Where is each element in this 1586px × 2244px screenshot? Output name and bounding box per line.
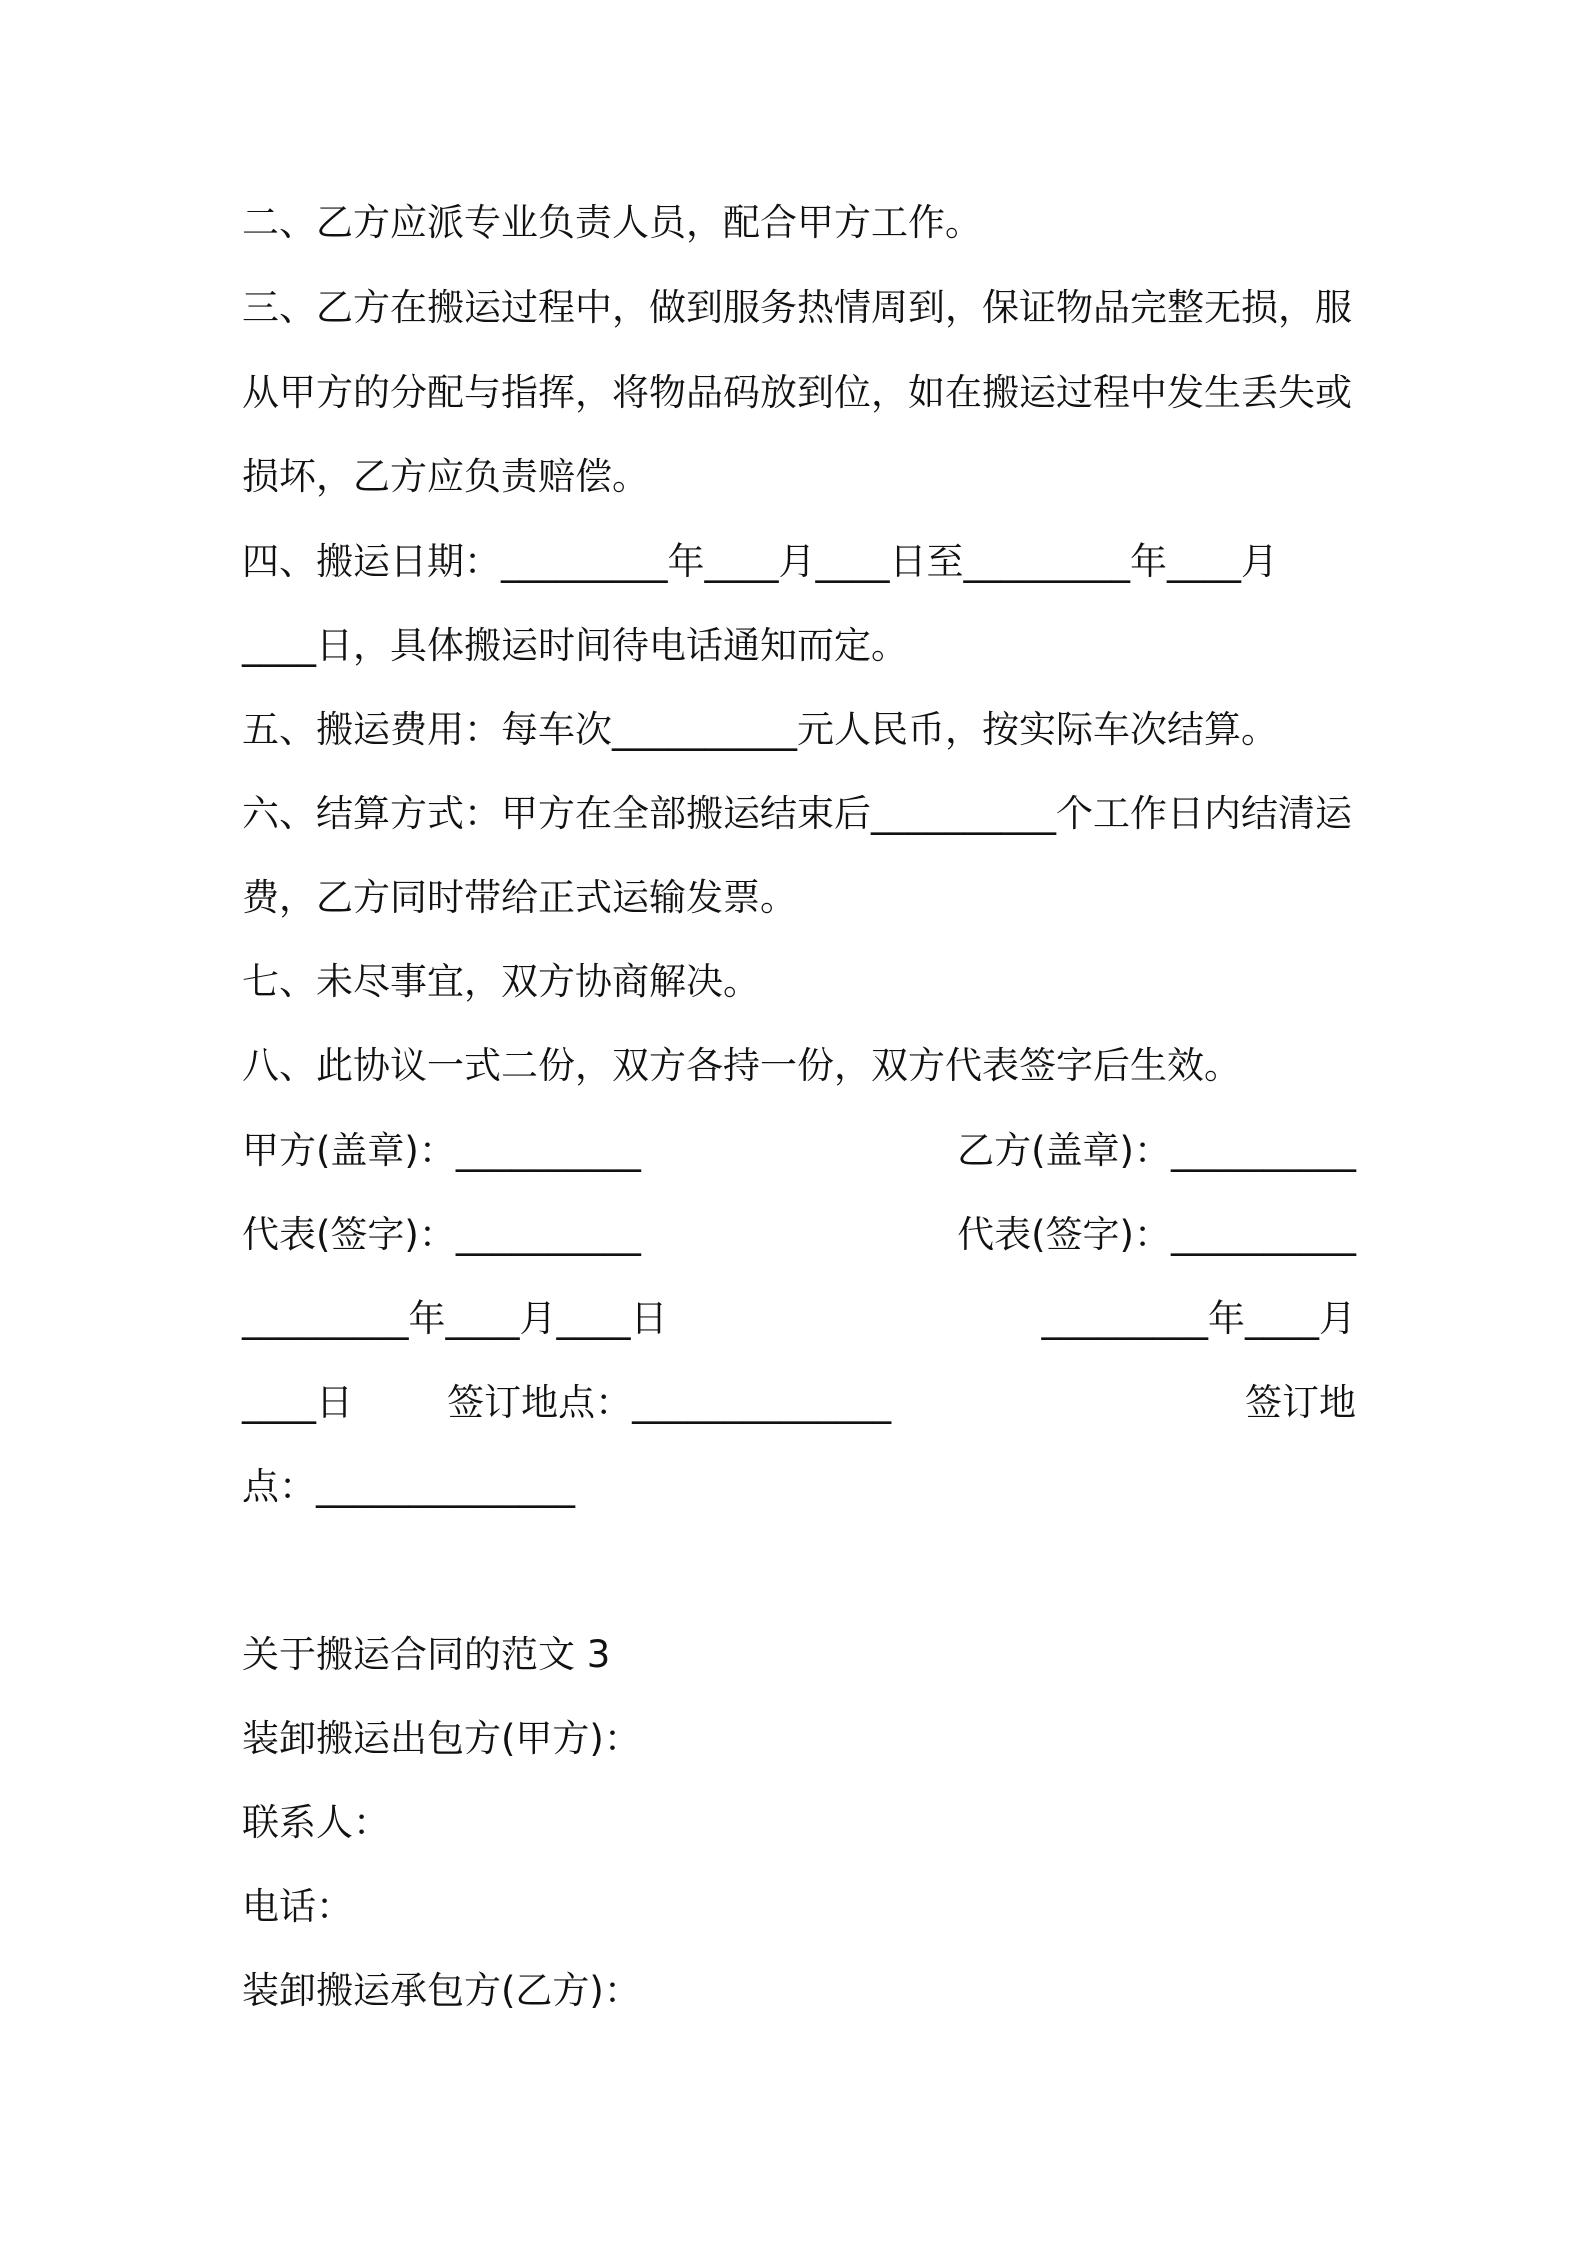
clause-5: 五、搬运费用：每车次__________元人民币，按实际车次结算。 [242, 708, 1278, 751]
clause-4-line-1: 四、搬运日期：_________年____月____日至_________年____月 [242, 540, 1278, 583]
date-b: _________年____月 [1041, 1297, 1356, 1340]
contractor-b-label: 装卸搬运承包方(乙方)： [242, 1969, 641, 2012]
rep-b-signature: 代表(签字)：__________ [957, 1213, 1356, 1256]
clause-3-line-1: 三、乙方在搬运过程中，做到服务热情周到，保证物品完整无损，服 [242, 286, 1352, 329]
clause-3-line-2: 从甲方的分配与指挥，将物品码放到位，如在搬运过程中发生丢失或 [242, 371, 1352, 414]
clause-3-line-3: 损坏，乙方应负责赔偿。 [242, 455, 649, 498]
clause-6-line-2: 费，乙方同时带给正式运输发票。 [242, 876, 797, 919]
place-b-part-2: 点：______________ [242, 1465, 575, 1508]
clause-6-line-1: 六、结算方式：甲方在全部搬运结束后__________个工作日内结清运 [242, 792, 1352, 835]
phone-label: 电话： [242, 1885, 353, 1928]
clause-4-line-2: ____日，具体搬运时间待电话通知而定。 [242, 624, 908, 667]
clause-8: 八、此协议一式二份，双方各持一份，双方代表签字后生效。 [242, 1044, 1241, 1087]
contact-person-label: 联系人： [242, 1801, 390, 1844]
date-a: _________年____月____日 [242, 1297, 668, 1340]
section-3-title: 关于搬运合同的范文 3 [242, 1633, 611, 1676]
clause-7: 七、未尽事宜，双方协商解决。 [242, 960, 760, 1003]
contractor-a-label: 装卸搬运出包方(甲方)： [242, 1717, 641, 1760]
clause-2: 二、乙方应派专业负责人员，配合甲方工作。 [242, 201, 982, 244]
party-b-seal: 乙方(盖章)：__________ [957, 1129, 1356, 1172]
place-b-part-1: 签订地 [1245, 1381, 1356, 1424]
date-a-day-and-place: ____日 签订地点：______________ [242, 1381, 892, 1424]
party-a-seal: 甲方(盖章)：__________ [242, 1129, 641, 1172]
rep-a-signature: 代表(签字)：__________ [242, 1213, 641, 1256]
